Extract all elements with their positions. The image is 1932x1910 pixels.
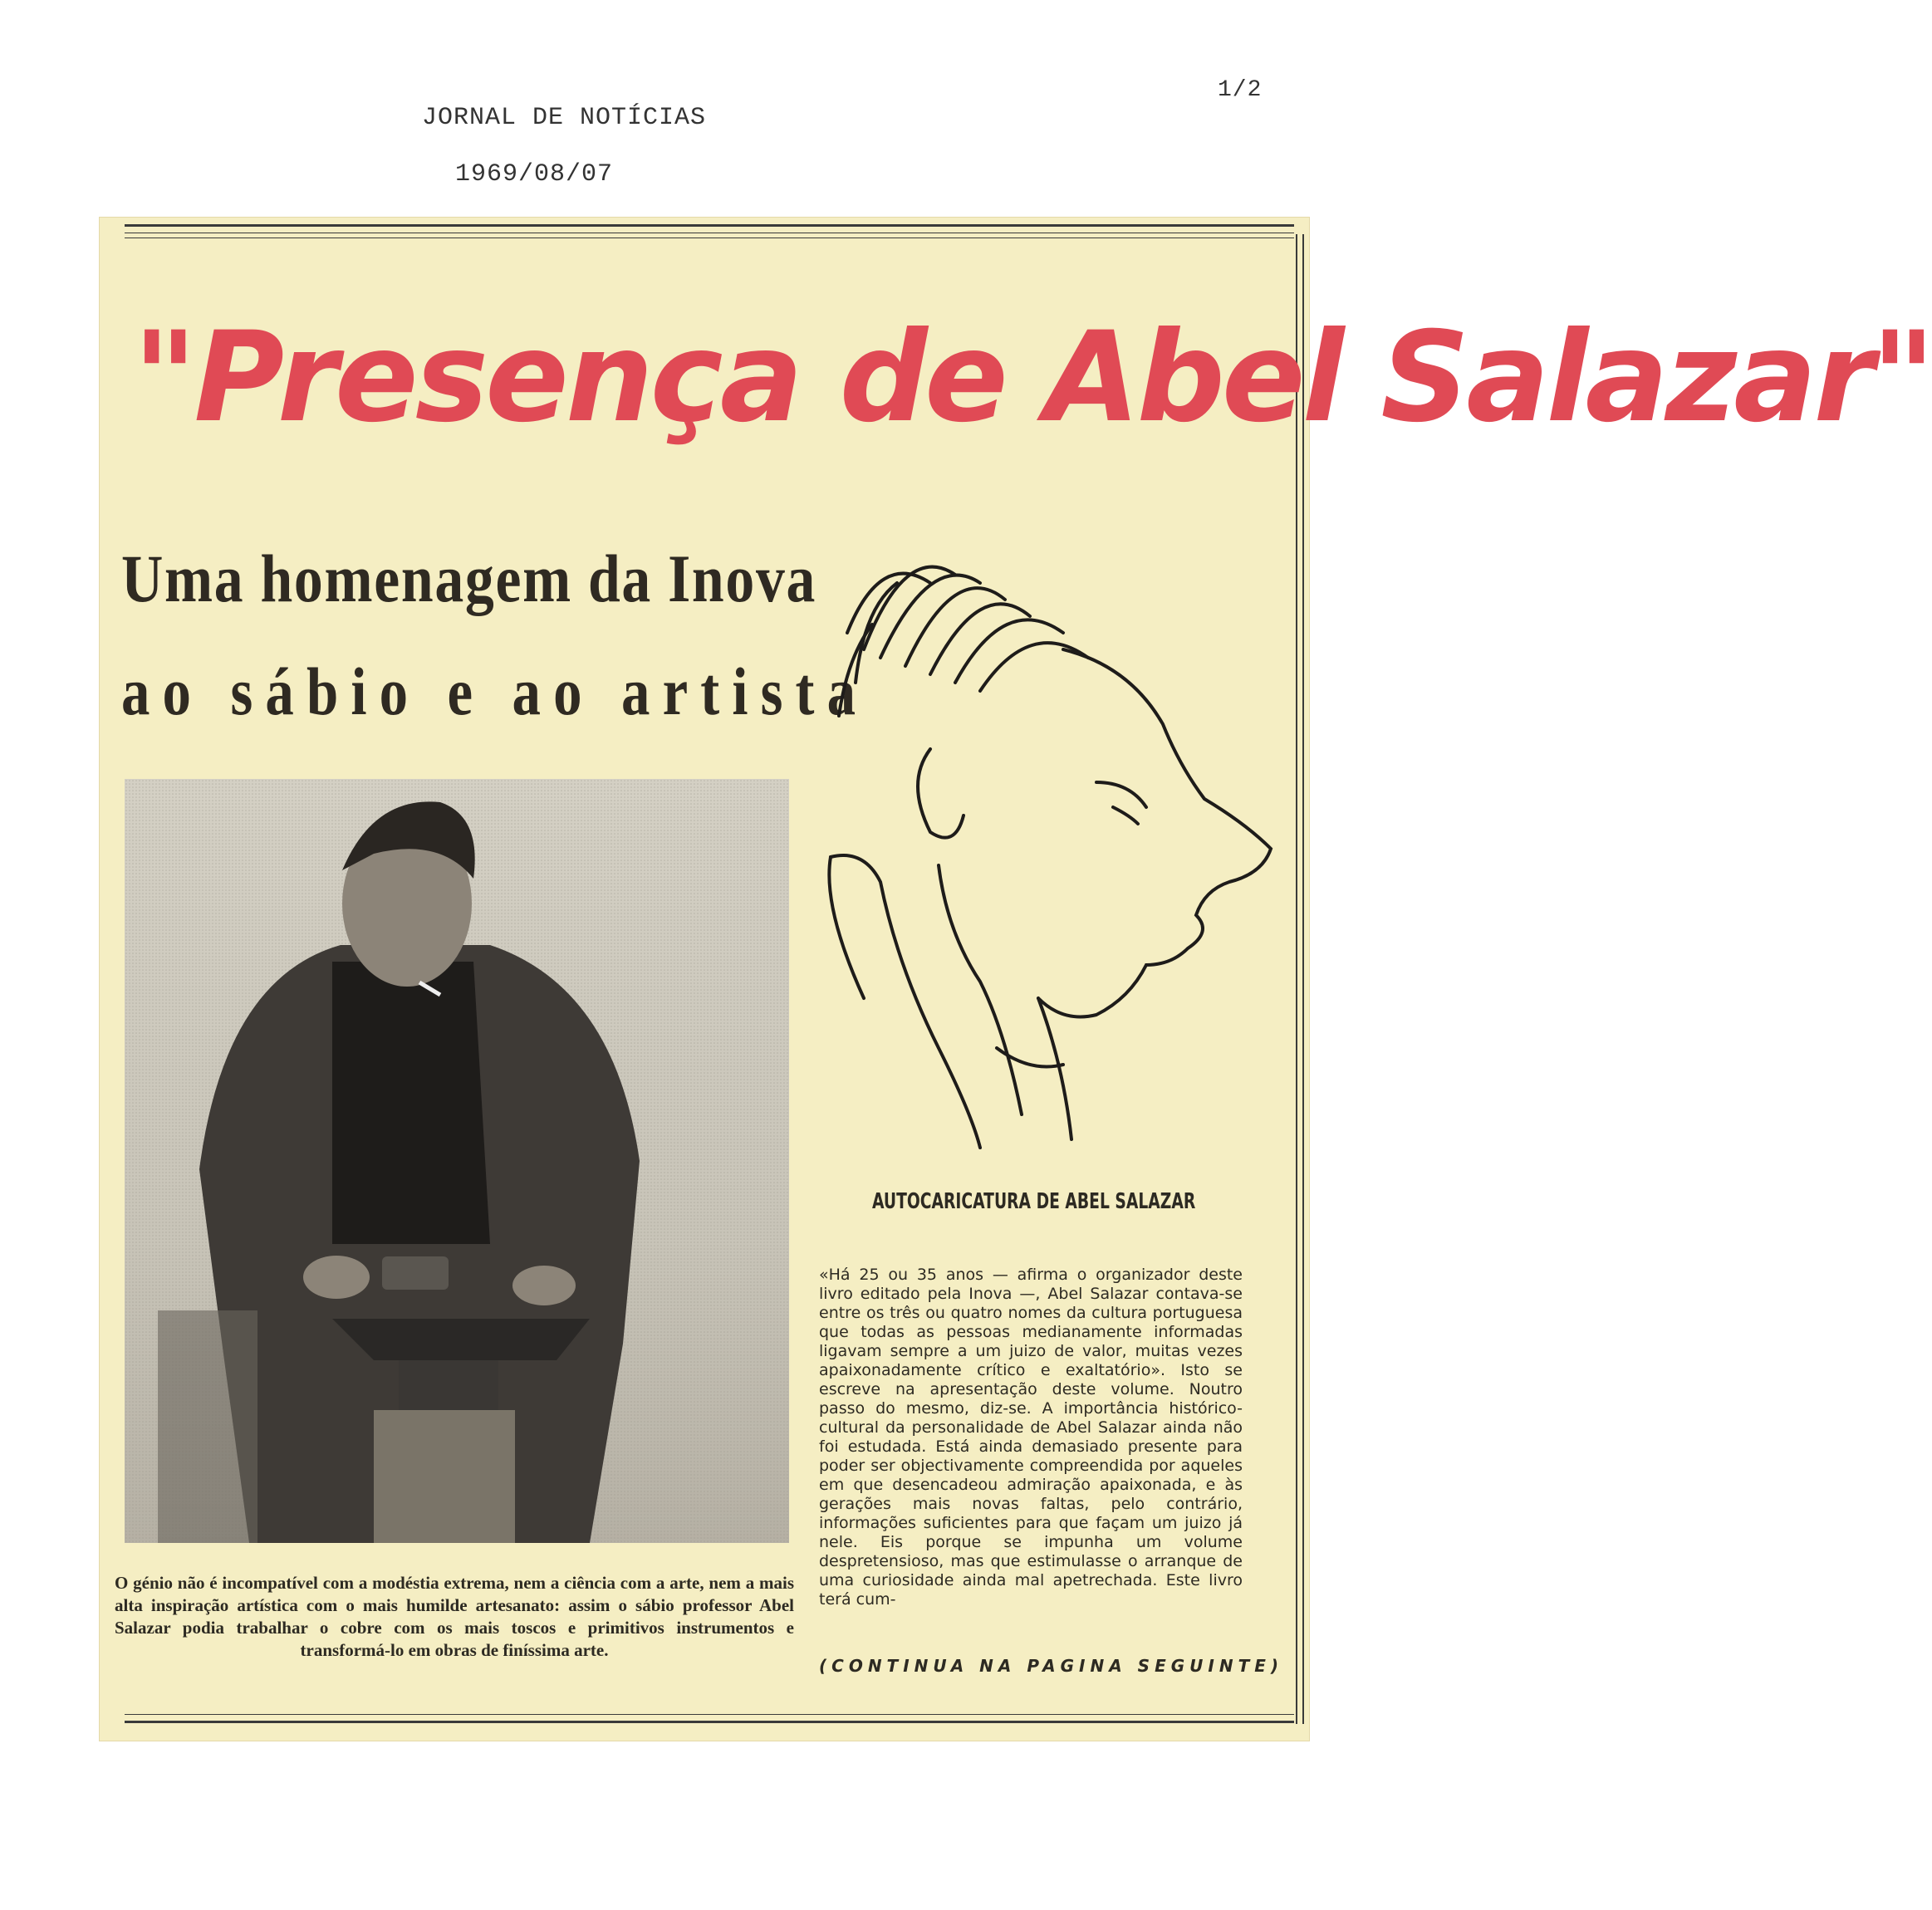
source-label: JORNAL DE NOTÍCIAS <box>422 104 707 132</box>
sketch-caption: AUTOCARICATURA DE ABEL SALAZAR <box>872 1189 1196 1214</box>
continuation-note: (CONTINUA NA PAGINA SEGUINTE) <box>819 1656 1284 1676</box>
headline: "Presença de Abel Salazar" <box>133 306 1932 450</box>
top-rule <box>125 224 1294 227</box>
date-label: 1969/08/07 <box>455 160 614 189</box>
photo-illustration <box>125 779 789 1543</box>
bottom-rule <box>125 1721 1294 1723</box>
subhead-line-1: Uma homenagem da Inova <box>121 541 817 616</box>
newspaper-clipping <box>100 218 1932 1741</box>
page-number: 1/2 <box>1218 77 1263 103</box>
bottom-rule-thin <box>125 1714 1294 1715</box>
article-body: «Há 25 ou 35 anos — afirma o organizador deste livro editado pela Inova —, Abel Salazar contava-se entre os três ou quatro nomes da cultura portuguesa que todas as pessoas medianamente informadas ligavam sempre a um juizo de valor, muitas vezes apaixonadamente crítico e exaltatório». Isto se escreve na apresentação deste volume. Noutro passo do mesmo, diz-se. A importância histórico-cultural da personalidade de Abel Salazar ainda não foi estudada. Está ainda demasiado presente para poder ser objectivamente compreendida por aqueles em que desencadeou admiração apaixonada, e às gerações mais novas faltas, pelo contrário, informações suficientes para que façam um juizo já nele. Eis porque se impunha um volume despretensioso, mas que estimulasse o arranque de uma curiosidade ainda mal apetrechada. Este livro terá cum- <box>819 1266 1243 1609</box>
photo-caption: O génio não é incompatível com a modéstia extrema, nem a ciência com a arte, nem a mais alta inspiração artística com o mais humilde artesanato: assim o sábio professor Abel Salazar podia trabalhar o cobre com os mais toscos e primitivos instrumentos e transformá-lo em obras de finíssima arte. <box>115 1573 794 1660</box>
subhead-line-2: ao sábio e ao artista <box>121 654 869 729</box>
photo-craftsman <box>125 779 789 1543</box>
self-caricature-sketch <box>814 533 1304 1148</box>
